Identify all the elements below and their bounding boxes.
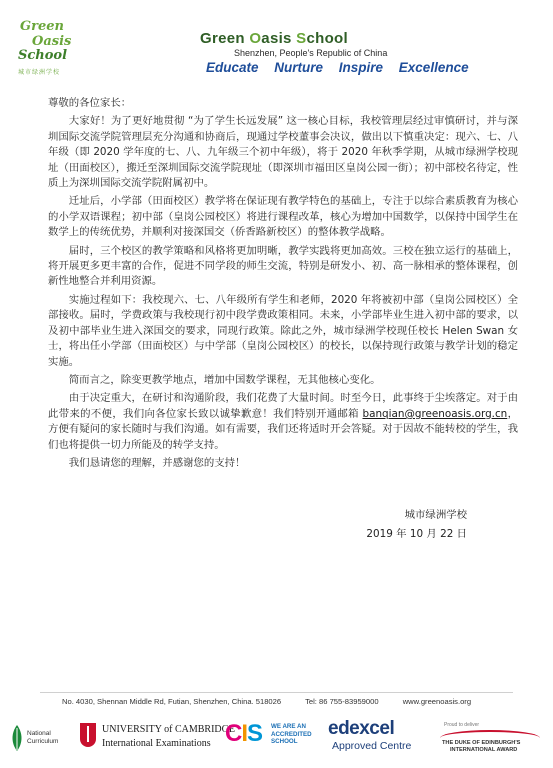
paragraph: 迁址后，小学部（田面校区）教学将在保证现有教学特色的基础上，专注于以综合素质教育为核心的小学双语课程；初中部（皇岗公园校区）将进行课程改革，核心为增加中国数学，以保持中国学生在数学上的传统优势，并顺利对接深国交（侨香路新校区）的整体教学战略。	[48, 195, 518, 239]
paragraph-contact: 由于决定重大，在研讨和沟通阶段，我们花费了大量时间。时至今日，此事终于尘埃落定。对于由此带来的不便，我们向各位家长致以诚挚歉意！我们特别开通邮箱 banqian@greenoasis.org.cn，方便有疑问的家长随时与我们沟通。如有需要，我们还将适时开会答疑。对于因故不能转校的学生，我们也将提供一切力所能及的转学支持。	[48, 392, 519, 451]
signature-block	[366, 506, 467, 544]
salutation: 尊敬的各位家长：	[48, 97, 132, 109]
footer-tel: Tel: 86 755-83959000	[305, 697, 379, 706]
footer-divider	[40, 692, 513, 693]
logo-oasis: Oasis	[32, 34, 72, 49]
closing: 我们恳请您的理解，并感谢您的支持！	[68, 456, 246, 469]
school-city: Shenzhen, People's Republic of China	[234, 48, 388, 58]
shield-icon	[80, 723, 96, 747]
paragraph: 简而言之，除变更教学地点，增加中国数学课程，无其他核心变化。	[68, 373, 381, 386]
paragraph: 实施过程如下：我校现六、七、八年级所有学生和老师，2020 年将被初中部（皇岗公园校区）全部接收。届时，学费政策与我校现行初中段学费政策相同。未来，小学部毕业生进入初中部的要求，以及初中部毕业生进入深国交的要求，同现行政策。除此之外，城市绿洲学校现任校长 Helen Swan 女士，将出任小学部（田面校区）与中学部（皇岗公园校区）的校长，以保持现行政策与教学计划的稳定实施。	[48, 293, 518, 368]
email-link[interactable]: banqian@greenoasis.org.cn	[362, 407, 508, 420]
letter-body	[48, 96, 518, 474]
logo-green: Green	[20, 19, 64, 34]
paragraph: 届时，三个校区的教学策略和风格将更加明晰，教学实践将更加高效。三校在独立运行的基础上，将开展更多更丰富的合作，促进不同学段的师生交流，特别是研发小、初、高一脉相承的整体课程，创新性地整合并利用资源。	[48, 244, 518, 288]
signature-school: 城市绿洲学校	[404, 509, 467, 521]
signature-date: 2019 年 10 月 22 日	[366, 528, 467, 540]
school-logo	[14, 18, 76, 78]
leaf-icon	[10, 724, 24, 752]
footer-website[interactable]: www.greenoasis.org	[402, 697, 472, 706]
logo-school: School	[18, 48, 68, 63]
footer-address: No. 4030, Shennan Middle Rd, Futian, Shenzhen, China. 518026	[62, 697, 282, 706]
school-name: Green Oasis School	[200, 30, 348, 47]
logo-chinese-name: 城市绿洲学校	[18, 69, 61, 76]
paragraph: 大家好！为了更好地贯彻 “为了学生长远发展” 这一核心目标，我校管理层经过审慎研讨，并与深圳国际交流学院管理层充分沟通和协商后，现通过学校董事会决议，做出以下慎重决定：现六、七、八年级（即 2020 学年度的七、八、九年级三个初中年级），将于 2020 年秋季学期，从城市绿洲学校现址（田面校区），搬迁至深圳国际交流学院现址（即深圳市福田区皇岗公园一街）；初中部校名待定，性质上为深圳国际交流学院附属初中。	[48, 115, 518, 190]
footer-contact	[62, 697, 532, 706]
school-title	[200, 30, 420, 58]
letterhead	[0, 0, 553, 86]
school-motto: Educate Nurture Inspire Excellence	[206, 60, 469, 75]
accreditation-logos: National Curriculum UNIVERSITY of CAMBRIDGE International Examinations CIS WE ARE AN ACCREDITED SCHOOL edexcel Approved Centre Proud to deliver THE DUKE OF EDINBURGH'S INTERNATIONAL AWARD	[10, 718, 550, 762]
